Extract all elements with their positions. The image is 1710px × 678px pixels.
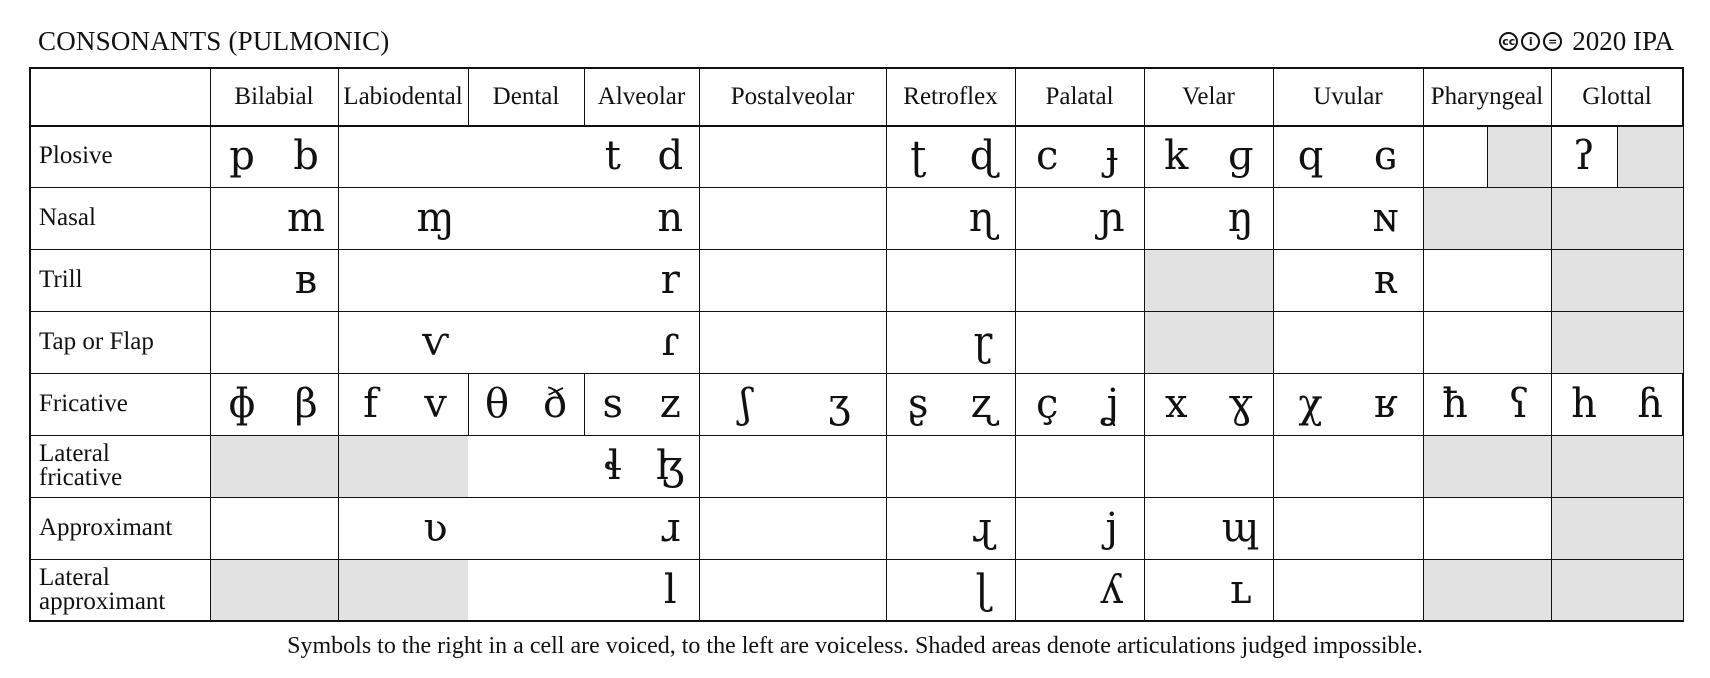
impossible-cell (338, 435, 468, 497)
symbol-plosive-retroflex-voiced: ɖ (969, 133, 996, 179)
row-header-lateral-approximant: Lateral approximant (39, 563, 166, 615)
impossible-cell (210, 435, 338, 497)
row-divider (31, 249, 1683, 250)
symbol-plosive-bilabial-voiced: b (293, 133, 319, 179)
column-divider (468, 373, 469, 435)
symbol-plosive-retroflex-voiceless: ʈ (910, 133, 927, 179)
column-divider (210, 69, 211, 620)
row-divider (31, 497, 1683, 498)
column-header-pharyngeal: Pharyngeal (1430, 83, 1544, 110)
column-header-postalveolar: Postalveolar (730, 83, 855, 110)
symbol-fricative-dental-voiced: ð (542, 381, 568, 427)
symbol-fricative-palatal-voiceless: ç (1036, 381, 1059, 427)
symbol-tap-or-flap-labiodental-voiced: ⱱ (422, 319, 449, 365)
symbol-plosive-uvular-voiceless: q (1297, 133, 1324, 179)
symbol-fricative-palatal-voiced: ʝ (1104, 381, 1120, 427)
column-divider (584, 373, 585, 435)
symbol-plosive-alveolar-voiced: d (657, 133, 684, 179)
symbol-lateral-fricative-alveolar-voiced: ɮ (656, 443, 685, 489)
symbol-lateral-approximant-velar-voiced: ʟ (1229, 566, 1252, 613)
symbol-lateral-approximant-alveolar-voiced: l (663, 566, 677, 613)
symbol-fricative-postalveolar-voiced: ʒ (827, 381, 851, 427)
symbol-fricative-velar-voiceless: x (1164, 381, 1188, 427)
symbol-plosive-velar-voiced: ɡ (1227, 133, 1254, 179)
symbol-nasal-labiodental-voiced: ɱ (416, 195, 455, 241)
symbol-trill-bilabial-voiced: ʙ (294, 257, 318, 303)
symbol-approximant-palatal-voiced: j (1105, 505, 1118, 551)
symbol-nasal-alveolar-voiced: n (657, 195, 684, 241)
column-header-dental: Dental (492, 83, 560, 110)
chart-title: CONSONANTS (PULMONIC) (38, 26, 390, 56)
symbol-fricative-alveolar-voiced: z (659, 381, 681, 427)
symbol-fricative-dental-voiceless: θ (484, 381, 510, 427)
symbol-fricative-labiodental-voiceless: f (363, 381, 378, 427)
impossible-cell (338, 559, 468, 620)
impossible-cell (1423, 559, 1551, 620)
cc-icon: cc (1499, 32, 1518, 51)
impossible-cell (1551, 559, 1683, 620)
column-divider (1423, 69, 1424, 620)
symbol-approximant-alveolar-voiced: ɹ (660, 505, 681, 551)
symbol-lateral-approximant-palatal-voiced: ʎ (1100, 566, 1124, 613)
sharealike-icon: = (1543, 32, 1562, 51)
row-divider (31, 125, 1683, 127)
column-divider (338, 69, 339, 620)
row-header-trill: Trill (39, 266, 83, 294)
attribution-icon: i (1521, 32, 1540, 51)
column-header-retroflex: Retroflex (903, 83, 998, 110)
impossible-cell (1487, 125, 1551, 187)
cell-half-divider (1617, 125, 1618, 187)
symbol-plosive-palatal-voiceless: c (1036, 133, 1059, 179)
impossible-cell (210, 559, 338, 620)
symbol-fricative-labiodental-voiced: v (424, 381, 447, 427)
symbol-approximant-labiodental-voiced: ʋ (423, 505, 448, 551)
column-divider (886, 69, 887, 620)
symbol-fricative-glottal-voiceless: h (1571, 381, 1597, 427)
impossible-cell (1551, 187, 1683, 249)
column-header-glottal: Glottal (1582, 83, 1652, 110)
symbol-fricative-postalveolar-voiceless: ʃ (740, 381, 752, 427)
impossible-cell (1551, 435, 1683, 497)
symbol-nasal-bilabial-voiced: m (287, 195, 325, 241)
symbol-plosive-glottal-voiceless: ʔ (1573, 133, 1595, 179)
symbol-fricative-uvular-voiced: ʁ (1373, 381, 1398, 427)
symbol-fricative-uvular-voiceless: χ (1298, 381, 1323, 427)
symbol-fricative-bilabial-voiced: β (294, 381, 318, 427)
row-divider (31, 311, 1683, 312)
symbol-nasal-uvular-voiced: ɴ (1372, 195, 1399, 241)
license-icons (1499, 32, 1562, 51)
row-divider (31, 373, 1683, 374)
column-divider (699, 69, 700, 620)
symbol-approximant-retroflex-voiced: ɻ (971, 505, 994, 551)
column-divider (1551, 69, 1552, 620)
column-divider (1144, 69, 1145, 620)
symbol-trill-uvular-voiced: ʀ (1373, 257, 1398, 303)
symbol-plosive-alveolar-voiceless: t (604, 133, 621, 179)
symbol-trill-alveolar-voiced: r (660, 257, 680, 303)
row-divider (31, 559, 1683, 560)
symbol-plosive-velar-voiceless: k (1164, 133, 1189, 179)
impossible-cell (1617, 125, 1683, 187)
symbol-plosive-palatal-voiced: ɟ (1105, 133, 1119, 179)
column-header-alveolar: Alveolar (597, 83, 686, 110)
row-header-plosive: Plosive (39, 142, 113, 170)
symbol-fricative-retroflex-voiceless: ʂ (907, 381, 929, 427)
symbol-tap-or-flap-alveolar-voiced: ɾ (661, 319, 680, 365)
impossible-cell (1423, 187, 1551, 249)
row-header-lateral-fricative: Lateral fricative (39, 440, 123, 491)
copyright-text: 2020 IPA (1572, 26, 1674, 56)
row-divider (31, 435, 1683, 436)
impossible-cell (1551, 497, 1683, 559)
impossible-cell (1423, 435, 1551, 497)
symbol-nasal-retroflex-voiced: ɳ (968, 195, 997, 241)
row-header-approximant: Approximant (39, 514, 173, 542)
symbol-fricative-pharyngeal-voiceless: ħ (1442, 381, 1468, 427)
symbol-fricative-glottal-voiced: ɦ (1637, 381, 1663, 427)
column-divider (1015, 69, 1016, 620)
impossible-cell (1551, 311, 1683, 373)
symbol-lateral-approximant-retroflex-voiced: ɭ (975, 566, 991, 613)
symbol-fricative-velar-voiced: ɣ (1228, 381, 1253, 427)
symbol-lateral-fricative-alveolar-voiceless: ɬ (603, 443, 622, 489)
symbol-fricative-pharyngeal-voiced: ʕ (1508, 381, 1530, 427)
footnote: Symbols to the right in a cell are voiced, to the left are voiceless. Shaded areas denote articulations judged impossible. (287, 633, 1423, 659)
symbol-fricative-retroflex-voiced: ʐ (970, 381, 995, 427)
consonant-table (29, 67, 1684, 622)
symbol-fricative-bilabial-voiceless: ɸ (228, 381, 256, 427)
column-header-velar: Velar (1182, 83, 1235, 110)
symbol-plosive-bilabial-voiceless: p (229, 133, 255, 179)
symbol-fricative-alveolar-voiceless: s (602, 381, 624, 427)
symbol-plosive-uvular-voiced: ɢ (1373, 133, 1398, 179)
row-divider (31, 187, 1683, 188)
symbol-nasal-palatal-voiced: ɲ (1098, 195, 1125, 241)
impossible-cell (1144, 249, 1273, 311)
column-header-uvular: Uvular (1313, 83, 1383, 110)
column-header-palatal: Palatal (1045, 83, 1114, 110)
column-header-labiodental: Labiodental (343, 83, 463, 110)
column-header-bilabial: Bilabial (234, 83, 314, 110)
row-header-nasal: Nasal (39, 204, 96, 232)
row-header-fricative: Fricative (39, 390, 128, 418)
symbol-approximant-velar-voiced: ɰ (1221, 505, 1260, 551)
symbol-tap-or-flap-retroflex-voiced: ɽ (973, 319, 993, 365)
symbol-nasal-velar-voiced: ŋ (1227, 195, 1254, 241)
column-divider (1273, 69, 1274, 620)
row-header-tap-or-flap: Tap or Flap (39, 328, 154, 356)
impossible-cell (1144, 311, 1273, 373)
cell-half-divider (1487, 125, 1488, 187)
copyright (1499, 26, 1674, 57)
impossible-cell (1551, 249, 1683, 311)
